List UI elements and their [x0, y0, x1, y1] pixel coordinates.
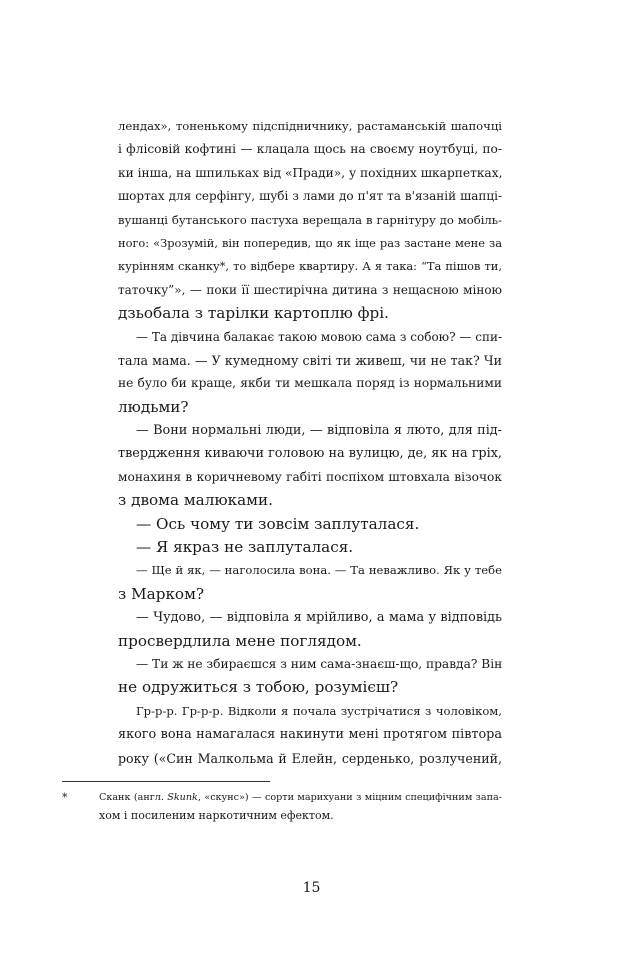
- footnote-term-italic: Skunk: [167, 792, 198, 803]
- text-line: Гр-р-р. Гр-р-р. Відколи я почала зустрічатися з чоловіком,: [136, 703, 502, 718]
- text-line: дзьобала з тарілки картоплю фрі.: [118, 304, 389, 323]
- text-line: — Ось чому ти зовсім заплуталася.: [136, 514, 420, 533]
- text-line: таточку”», — поки її шестирічна дитина з нещасною міною: [118, 282, 502, 297]
- text-line: — Ще й як, — наголосила вона. — Та неважливо. Як у тебе: [136, 563, 502, 578]
- text-line: курінням сканку*, то відбере квартиру. А я така: “Та пішов ти,: [118, 259, 502, 274]
- text-line: року («Син Малкольма й Елейн, серденько, розлучений,: [118, 750, 502, 766]
- text-line: шортах для серфінгу, шубі з лами до п'ят та в'язаній шапці-: [118, 189, 502, 204]
- text-line: — Та дівчина балакає такою мовою сама з собою? — спи-: [136, 329, 502, 344]
- footnote-divider: [62, 781, 270, 782]
- footnote-text-part: , «скунс») — сорти марихуани з міцним специфічним запа-: [197, 792, 502, 803]
- text-line: лендах», тоненькому підспідничнику, растаманській шапочці: [118, 119, 502, 133]
- text-line: твердження киваючи головою на вулицю, де, як на гріх,: [118, 446, 502, 462]
- body-text: [118, 115, 502, 770]
- text-line: — Ти ж не збираєшся з ним сама-знаєш-що, правда? Він: [136, 656, 503, 671]
- text-line: не було би краще, якби ти мешкала поряд із нормальними: [118, 376, 502, 391]
- text-line: просвердлила мене поглядом.: [118, 631, 362, 650]
- footnote-marker: *: [62, 791, 68, 804]
- text-line: з двома малюками.: [118, 491, 273, 510]
- text-line: якого вона намагалася накинути мені протягом півтора: [118, 727, 502, 743]
- text-line: — Вони нормальні люди, — відповіла я люто, для під-: [136, 423, 502, 439]
- footnote-line: [99, 789, 502, 807]
- text-line: і флісовій кофтині — клацала щось на своєму ноутбуці, по-: [118, 142, 502, 157]
- text-line: з Марком?: [118, 584, 205, 603]
- text-line: — Чудово, — відповіла я мрійливо, а мама у відповідь: [136, 610, 502, 626]
- footnote-text: [99, 789, 502, 825]
- text-line: не одружиться з тобою, розумієш?: [118, 678, 399, 697]
- text-line: ки інша, на шпильках від «Пради», у похідних шкарпетках,: [118, 165, 503, 180]
- text-line: людьми?: [118, 397, 189, 416]
- text-line: тала мама. — У кумедному світі ти живеш, чи не так? Чи: [118, 352, 502, 368]
- text-line: — Я якраз не заплуталася.: [136, 538, 354, 557]
- text-line: вушанці бутанського пастуха верещала в гарнітуру до мобіль-: [118, 212, 502, 227]
- page-number: 15: [302, 880, 321, 896]
- text-line: ного: «Зрозумій, він попередив, що як іще раз застане мене за: [118, 235, 502, 250]
- text-line: монахиня в коричневому габіті поспіхом штовхала візочок: [118, 469, 502, 484]
- footnote-line: хом і посиленим наркотичним ефектом.: [99, 809, 334, 822]
- footnote-text-part: Сканк (англ.: [99, 792, 168, 803]
